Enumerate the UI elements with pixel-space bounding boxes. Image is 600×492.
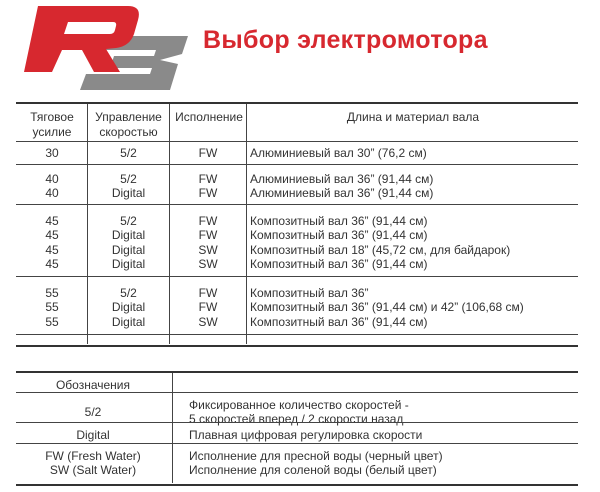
version-cell: FW	[198, 146, 218, 160]
legend-rule	[16, 443, 578, 444]
thrust-cell: 45	[45, 257, 59, 272]
speed-cell: 5/2	[120, 172, 137, 186]
legend-description: Исполнение для соленой воды (белый цвет)	[189, 463, 437, 478]
header-version: Исполнение	[175, 110, 243, 124]
group-divider-rule	[16, 334, 578, 335]
version-cell: FW	[198, 186, 218, 201]
legend-rule	[16, 422, 578, 423]
table-top-rule	[16, 102, 578, 104]
version-cell: FW	[198, 172, 218, 186]
column-divider	[172, 373, 173, 483]
page-title: Выбор электромотора	[203, 26, 488, 54]
legend-description: Плавная цифровая регулировка скорости	[189, 428, 423, 442]
column-divider	[246, 104, 247, 344]
legend-bottom-rule	[16, 484, 578, 486]
legend-heading: Обозначения	[55, 378, 131, 392]
legend-description: Фиксированное количество скоростей -	[189, 398, 409, 412]
speed-cell: Digital	[111, 257, 146, 272]
thrust-cell: 55	[45, 300, 59, 315]
thrust-cell: 40	[45, 186, 59, 201]
thrust-cell: 40	[45, 172, 59, 186]
version-cell: FW	[198, 228, 218, 243]
version-cell: FW	[198, 214, 218, 228]
group-divider-rule	[16, 204, 578, 205]
speed-cell: 5/2	[120, 146, 137, 160]
thrust-cell: 55	[45, 314, 59, 329]
column-divider	[169, 104, 170, 344]
legend-description: 5 скоростей вперед / 2 скорости назад	[189, 412, 404, 427]
header-speed-control: Управление	[95, 110, 162, 124]
legend-term: 5/2	[84, 405, 102, 420]
header-shaft: Длина и материал вала	[346, 110, 480, 124]
speed-cell: Digital	[111, 314, 146, 329]
legend-description: Исполнение для пресной воды (черный цвет)	[189, 449, 443, 463]
shaft-cell: Композитный вал 36” (91,44 см)	[250, 228, 428, 243]
version-cell: FW	[198, 286, 218, 300]
thrust-cell: 45	[45, 214, 59, 228]
legend-top-rule	[16, 371, 578, 373]
thrust-cell: 45	[45, 228, 59, 243]
shaft-cell: Алюминиевый вал 30” (76,2 см)	[250, 146, 427, 160]
column-divider	[87, 104, 88, 344]
table-bottom-rule	[16, 345, 578, 347]
shaft-cell: Алюминиевый вал 36” (91,44 см)	[250, 172, 434, 186]
version-cell: SW	[198, 257, 218, 272]
shaft-cell: Композитный вал 36” (91,44 см)	[250, 257, 428, 272]
speed-cell: Digital	[111, 242, 146, 257]
speed-cell: 5/2	[120, 286, 137, 300]
legend-term: Digital	[76, 428, 110, 442]
header-bottom-rule	[16, 141, 578, 142]
version-cell: FW	[198, 300, 218, 315]
header-thrust: Тяговое	[30, 110, 74, 124]
group-divider-rule	[16, 276, 578, 277]
speed-cell: Digital	[111, 300, 146, 315]
shaft-cell: Композитный вал 36”	[250, 286, 369, 300]
speed-cell: Digital	[111, 228, 146, 243]
r3-logo	[10, 2, 190, 92]
shaft-cell: Композитный вал 36” (91,44 см)	[250, 314, 428, 329]
shaft-cell: Композитный вал 36” (91,44 см)	[250, 214, 428, 228]
legend-rule	[16, 392, 578, 393]
header-speed-control: скоростью	[99, 124, 158, 139]
legend-term: SW (Salt Water)	[49, 463, 137, 478]
shaft-cell: Композитный вал 18” (45,72 см, для байдарок)	[250, 242, 511, 257]
speed-cell: 5/2	[120, 214, 137, 228]
version-cell: SW	[198, 242, 218, 257]
version-cell: SW	[198, 314, 218, 329]
shaft-cell: Композитный вал 36” (91,44 см) и 42” (106,68 см)	[250, 300, 524, 315]
header-thrust: усилие	[32, 124, 72, 139]
thrust-cell: 45	[45, 242, 59, 257]
legend-term: FW (Fresh Water)	[45, 449, 141, 463]
group-divider-rule	[16, 164, 578, 165]
thrust-cell: 30	[45, 146, 59, 160]
thrust-cell: 55	[45, 286, 59, 300]
shaft-cell: Алюминиевый вал 36” (91,44 см)	[250, 186, 434, 201]
speed-cell: Digital	[111, 186, 146, 201]
